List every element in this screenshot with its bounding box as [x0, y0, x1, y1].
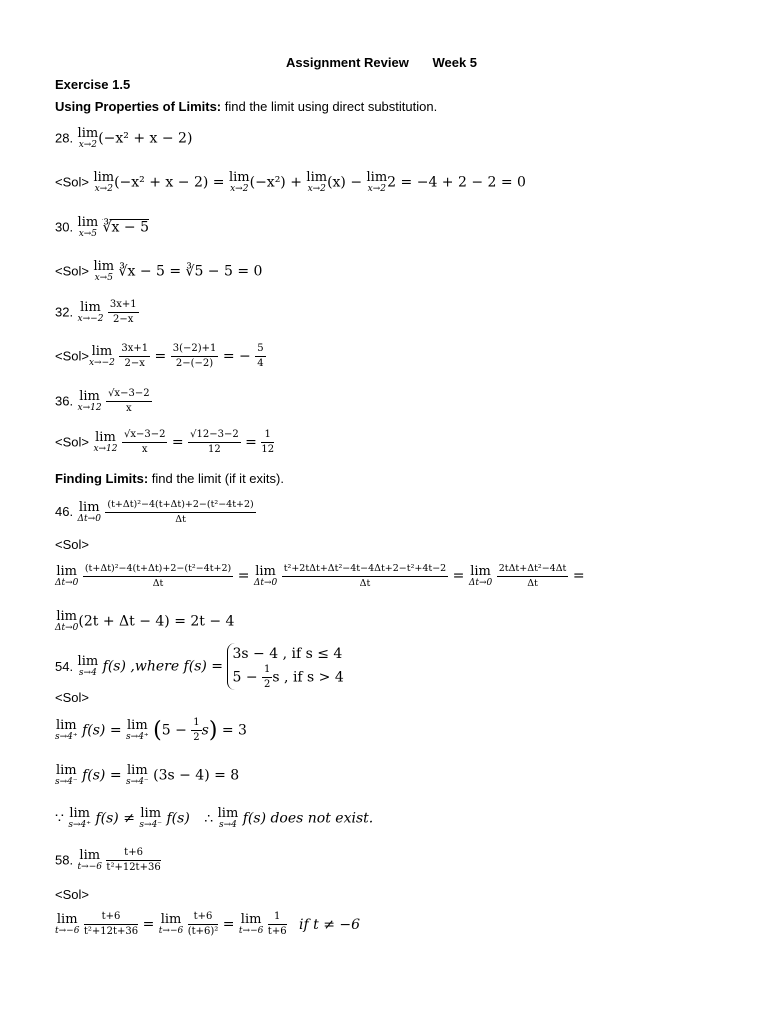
limit-operator: lim t→−6	[238, 912, 264, 936]
problem-number: 58.	[55, 852, 74, 868]
limit-operator: lim s→4⁺	[126, 718, 149, 742]
equals: =	[237, 568, 250, 584]
fraction: $\frac{3x+1}{2-x}$	[121, 343, 149, 369]
equals: = −	[222, 348, 251, 365]
fraction: $\frac{t+6}{\text{(t+6)²}}$	[187, 911, 219, 937]
condition: if t ≠ −6	[299, 916, 361, 933]
equals: =	[245, 434, 257, 451]
limit-operator: lim x→12	[77, 389, 102, 413]
section1-text: find the limit using direct substitution.	[221, 99, 438, 114]
exercise-heading: Exercise 1.5	[55, 77, 131, 92]
limit-operator: lim x→−2	[77, 300, 104, 324]
limit-operator: lim x→2	[306, 170, 328, 194]
limit-operator: lim t→−6	[55, 912, 80, 936]
equals: =	[105, 722, 127, 739]
solution-36	[55, 430, 274, 455]
limit-operator: lim x→2	[366, 170, 388, 194]
solution-part: 2 = −4 + 2 − 2 = 0	[387, 174, 526, 191]
fraction: $\frac{√12-3-2}{12}$	[190, 429, 239, 455]
limit-operator: lim t→−6	[158, 912, 184, 936]
sol-label-58: <Sol>	[55, 887, 89, 902]
limit-operator: lim s→4⁻	[55, 763, 78, 787]
problem-number: 46.	[55, 504, 74, 519]
limit-operator: lim x→12	[93, 430, 118, 454]
solution-46-line1	[55, 564, 585, 588]
problem-28	[55, 127, 192, 150]
result: = 3	[221, 722, 247, 739]
problem-30	[55, 216, 149, 239]
equals: =	[222, 916, 235, 933]
fraction: $\frac{1}{12}$	[261, 429, 275, 455]
where-clause: ,where f(s) =	[125, 658, 224, 675]
limit-operator: lim Δt→0	[468, 563, 493, 588]
fraction: $\frac{1}{t+6}$	[267, 911, 287, 937]
solution-54-conclusion	[55, 807, 373, 830]
solution-part: (−x² + x − 2) =	[114, 174, 229, 191]
fraction: $\frac{√x-3-2}{x}$	[108, 388, 150, 414]
solution-expression: ∛x − 5 = ∛5 − 5 = 0	[118, 263, 263, 280]
case-2: 5 − $\frac{1}{2}$ s , if s > 4	[232, 664, 344, 690]
section1-heading: Using Properties of Limits:	[55, 99, 222, 114]
conclusion: f(s) does not exist.	[242, 810, 374, 827]
expr-part: s	[201, 722, 209, 739]
limit-operator: lim s→4⁻	[139, 806, 163, 830]
limit-operator: lim Δt→0	[253, 563, 278, 588]
limit-operator: lim s→4⁺	[55, 718, 78, 742]
problem-number: 28.	[55, 130, 74, 146]
fraction: $\frac{3x+1}{2-x}$	[109, 299, 137, 325]
limit-operator: lim x→5	[77, 215, 99, 239]
solution-58	[55, 912, 360, 937]
limit-operator: lim t→−6	[77, 848, 102, 872]
fraction: $\frac{3(-2)+1}{2-(-2)}$	[172, 343, 217, 369]
solution-part: (−x²) +	[249, 174, 307, 191]
piecewise-definition	[227, 643, 343, 690]
section2-heading: Finding Limits:	[55, 471, 149, 486]
fraction: $\frac{\text{2tΔt+Δt²−4Δt}}{\Delta t}$	[498, 563, 567, 589]
equals: =	[572, 568, 585, 584]
sol-label: <Sol>	[55, 434, 89, 450]
problem-54	[55, 643, 344, 690]
function: f(s)	[82, 767, 106, 784]
fraction: $\frac{t+6}{\text{t²+12t+36}}$	[83, 911, 139, 937]
inequality: f(s) ≠	[95, 810, 135, 827]
limit-operator: lim Δt→0	[55, 609, 79, 633]
limit-operator: lim s→4	[77, 654, 99, 678]
problem-32	[55, 300, 139, 325]
case-1: 3s − 4 , if s ≤ 4	[232, 646, 343, 662]
function: f(s)	[102, 658, 126, 675]
solution-32	[55, 344, 266, 369]
section2-instruction	[55, 471, 284, 486]
fraction: $\frac{5}{4}$	[257, 343, 264, 369]
problem-expression: (−x² + x − 2)	[98, 130, 193, 147]
result: (3s − 4) = 8	[153, 767, 240, 784]
problem-46	[55, 500, 256, 524]
fraction: $\frac{√x-3-2}{x}$	[123, 429, 166, 455]
solution-54-left	[55, 764, 239, 787]
problem-36	[55, 389, 152, 414]
sol-label: <Sol>	[55, 174, 89, 190]
limit-operator: lim x→2	[93, 170, 115, 194]
limit-operator: lim Δt→0	[77, 499, 101, 524]
equals: =	[154, 348, 167, 365]
solution-28	[55, 171, 526, 194]
problem-number: 54.	[55, 659, 74, 674]
week-text: Week 5	[432, 55, 478, 70]
equals: =	[171, 434, 184, 451]
expr-part: 5 −	[161, 722, 192, 739]
sol-label: <Sol>	[55, 348, 89, 364]
limit-operator: lim s→4	[217, 806, 239, 830]
fraction: $\frac{\text{(t+Δt)²−4(t+Δt)+2−(t²−4t+2)}}{\Delta t}$	[107, 499, 254, 525]
section1-instruction	[55, 99, 437, 114]
fraction: $\frac{1}{2}$	[193, 717, 200, 743]
because-symbol: ∵	[55, 810, 64, 827]
limit-operator: lim s→4⁺	[68, 806, 92, 830]
problem-number: 36.	[55, 393, 74, 409]
limit-operator: lim x→−2	[88, 344, 115, 368]
limit-operator: lim x→5	[93, 259, 115, 283]
problem-expression: ∛x − 5	[102, 219, 149, 236]
sol-label-54: <Sol>	[55, 690, 89, 705]
fraction: $\frac{\text{t²+2tΔt+Δt²−4t−4Δt+2−t²+4t−2}}{\Delta t}$	[283, 563, 447, 589]
equals: =	[142, 916, 155, 933]
page-title	[286, 55, 477, 70]
solution-expression: (2t + Δt − 4) = 2t − 4	[78, 613, 235, 630]
equals: =	[452, 568, 465, 584]
solution-30	[55, 260, 262, 283]
limit-operator: lim x→2	[228, 170, 250, 194]
therefore-symbol: ∴	[204, 810, 214, 827]
equals: =	[105, 767, 127, 784]
problem-58	[55, 848, 161, 873]
function: f(s)	[82, 722, 106, 739]
title-text: Assignment Review	[286, 55, 409, 70]
fraction: $\frac{1}{2}$	[264, 664, 271, 690]
solution-46-line2	[55, 610, 234, 633]
solution-54-right: lim s→4⁺ f(s) = lim s→4⁺ (5 − $\frac{1}{2}$ s) = 3	[55, 717, 247, 743]
sol-label-46: <Sol>	[55, 537, 89, 552]
problem-number: 32.	[55, 304, 74, 320]
solution-part: (x) −	[327, 174, 367, 191]
fraction: $\frac{t+6}{\text{t²+12t+36}}$	[106, 847, 161, 873]
section2-text: find the limit (if it exits).	[148, 471, 284, 486]
sol-label: <Sol>	[55, 263, 89, 279]
problem-number: 30.	[55, 219, 74, 235]
limit-operator: lim x→2	[77, 126, 99, 150]
fraction: $\frac{\text{(t+Δt)²−4(t+Δt)+2−(t²−4t+2)}}{\Delta t}$	[84, 563, 232, 589]
function: f(s)	[166, 810, 190, 827]
limit-operator: lim s→4⁻	[126, 763, 149, 787]
limit-operator: lim Δt→0	[55, 563, 79, 588]
